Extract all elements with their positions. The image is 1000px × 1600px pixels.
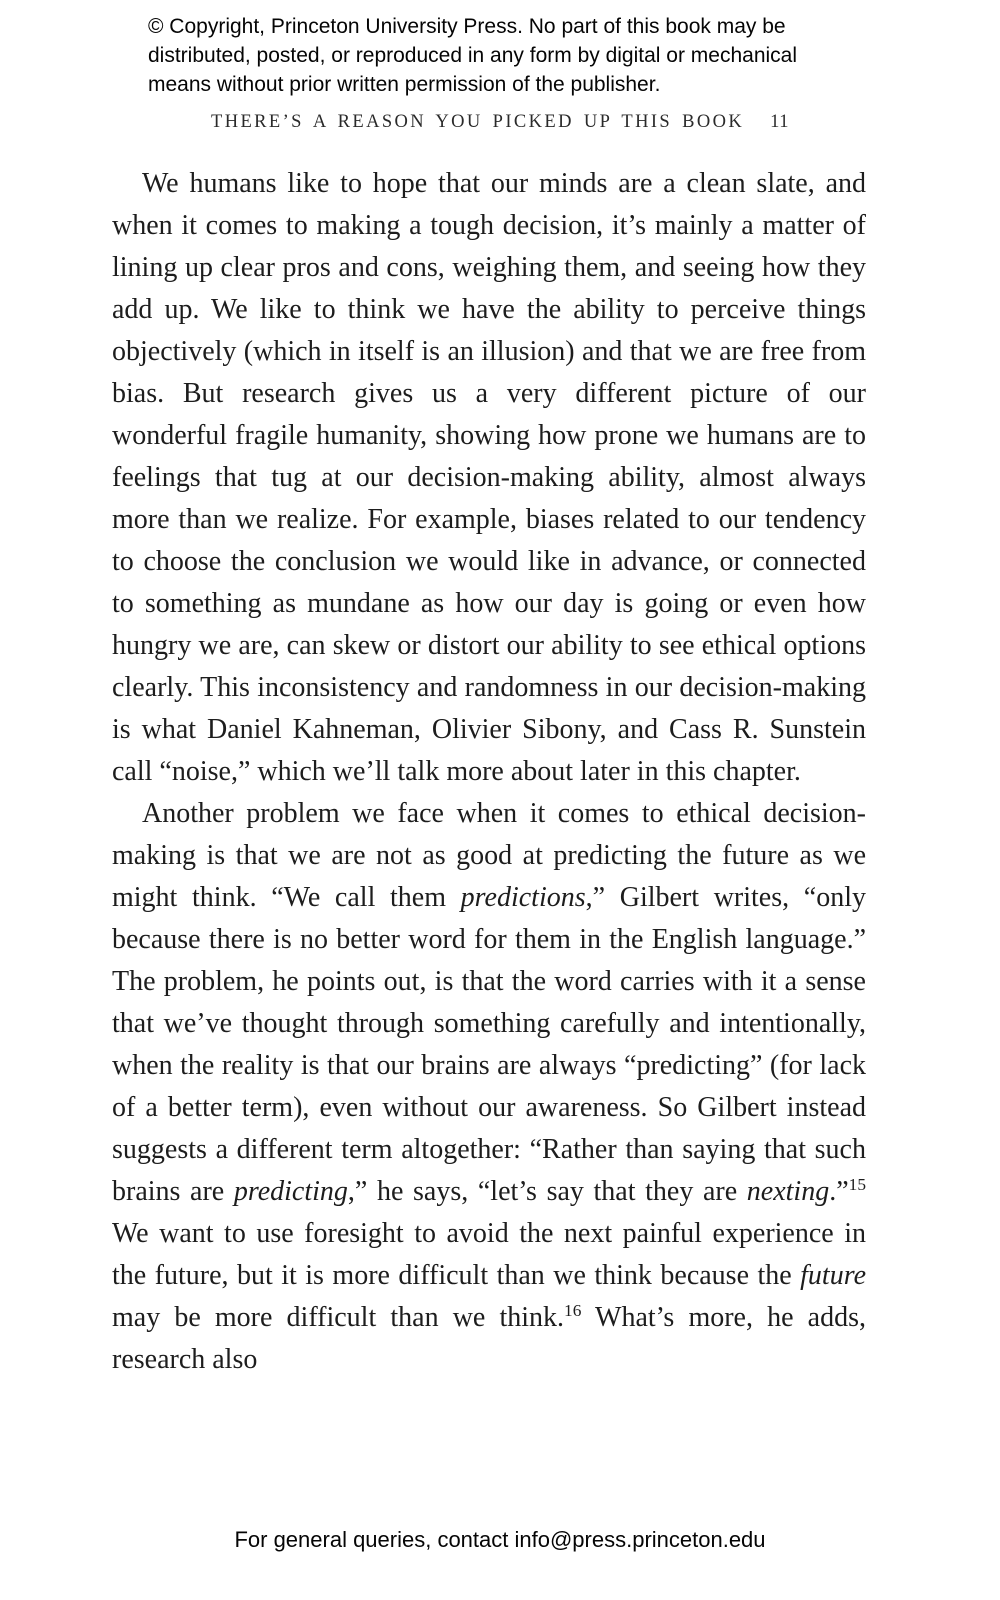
body-run: We want to use foresight to avoid the next painful experience in the future, but it is more difficult than we think because the	[112, 1218, 866, 1291]
footer-queries-note: For general queries, contact info@press.princeton.edu	[234, 1527, 766, 1552]
body-run: may be more difficult than we think.	[112, 1302, 565, 1333]
running-head-title: THERE’S A REASON YOU PICKED UP THIS BOOK	[211, 112, 745, 132]
italic-term: predictions	[460, 882, 586, 913]
footnote-reference: 16	[564, 1301, 582, 1321]
body-paragraph	[112, 793, 866, 1381]
body-run: ,” Gilbert writes, “only because there is no better word for them in the English language.” The problem, he points out, is that the word carries with it a sense that we’ve thought through something carefully and intentionally, when the reality is that our brains are always “predicting” (for lack of a better term), even without our awareness. So Gilbert instead suggests a different term altogether: “Rather than saying that such brains are	[112, 882, 866, 1207]
body-run: .”	[829, 1176, 849, 1207]
body-run: We humans like to hope that our minds are a clean slate, and when it comes to making a tough decision, it’s mainly a matter of lining up clear pros and cons, weighing them, and seeing how they add up. We like to think we have the ability to perceive things objectively (which in itself is an illusion) and that we are free from bias. But research gives us a very different picture of our wonderful fragile humanity, showing how prone we humans are to feelings that tug at our decision-making ability, almost always more than we realize. For example, biases related to our tendency to choose the conclusion we would like in advance, or connected to something as mundane as how our day is going or even how hungry we are, can skew or distort our ability to see ethical options clearly. This inconsistency and randomness in our decision-making is what Daniel Kahneman, Olivier Sibony, and Cass R. Sunstein call “noise,” which we’ll talk more about later in this chapter.	[112, 168, 866, 787]
running-head	[0, 112, 1000, 133]
italic-term: future	[800, 1260, 866, 1291]
body-run: Another problem we face when it comes to ethical decision-making is that we are not as good at predicting the future as we might think. “We call them	[112, 798, 866, 913]
italic-term: nexting	[746, 1176, 830, 1207]
italic-term: predicting	[233, 1176, 348, 1207]
copyright-line: © Copyright, Princeton University Press. No part of this book may be	[148, 15, 786, 38]
copyright-notice	[148, 12, 868, 99]
body-paragraph	[112, 163, 866, 793]
body-text	[112, 163, 866, 1381]
copyright-line: distributed, posted, or reproduced in any form by digital or mechanical	[148, 44, 798, 67]
copyright-line: means without prior written permission of the publisher.	[148, 73, 661, 96]
body-run: What’s more, he adds, research also	[112, 1302, 866, 1375]
footnote-reference: 15	[848, 1175, 866, 1195]
page-number: 11	[770, 112, 789, 132]
body-run: ,” he says, “let’s say that they are	[347, 1176, 747, 1207]
